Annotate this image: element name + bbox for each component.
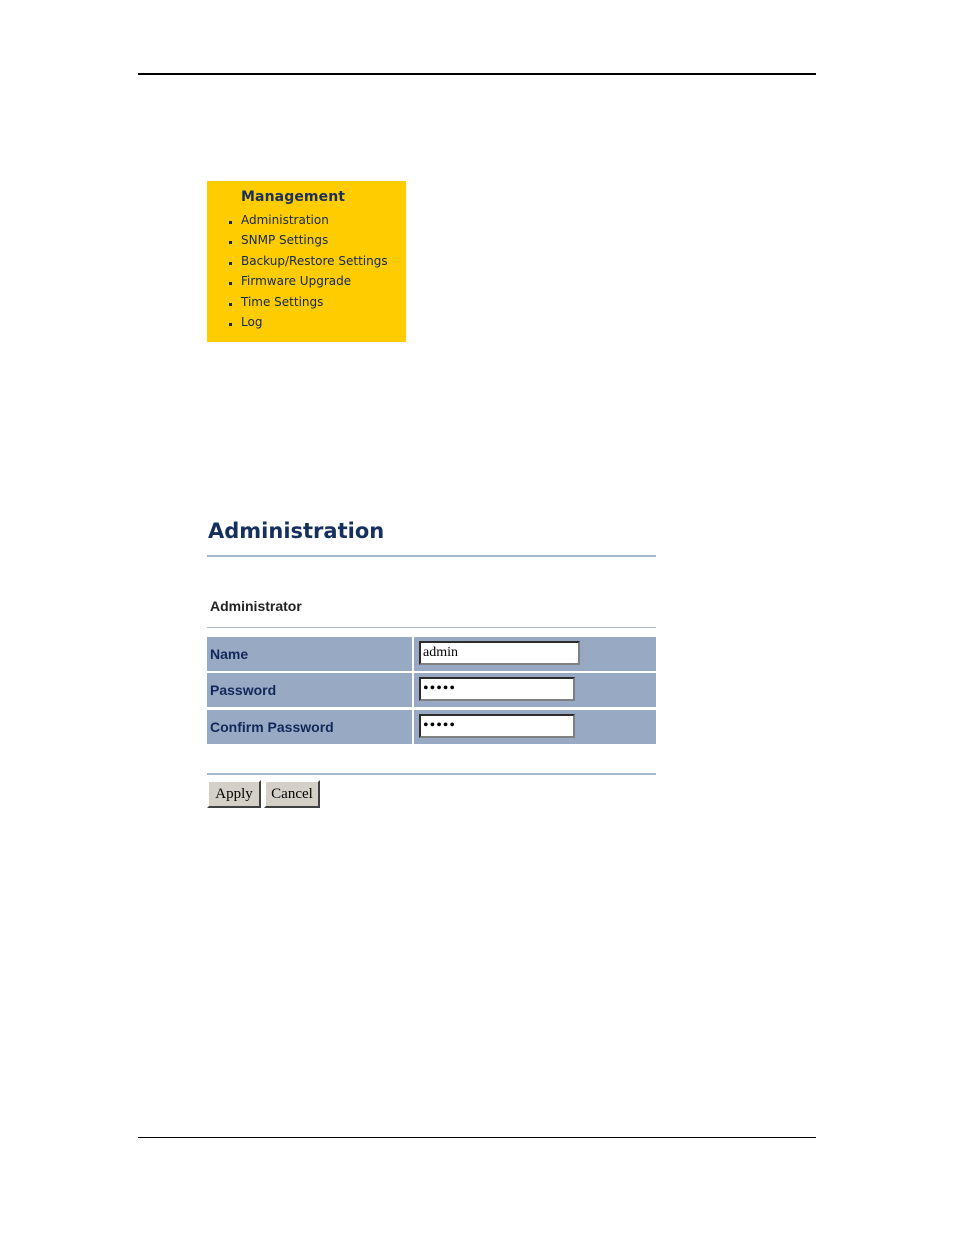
apply-button[interactable]: Apply (207, 780, 261, 808)
menu-item-administration[interactable] (229, 212, 388, 232)
name-label: Name (210, 646, 249, 662)
bullet-icon (229, 221, 232, 224)
bullet-icon (229, 241, 232, 244)
management-menu (207, 181, 406, 342)
management-menu-list (229, 212, 388, 334)
bullet-icon (229, 303, 232, 306)
menu-item-label: SNMP Settings (241, 233, 329, 248)
menu-item-label: Time Settings (241, 294, 324, 309)
menu-item-label: Firmware Upgrade (241, 274, 352, 289)
bullet-icon (229, 282, 232, 285)
menu-item-time-settings[interactable] (229, 294, 388, 314)
name-row (207, 637, 656, 671)
confirm-password-label: Confirm Password (210, 719, 334, 735)
section-divider (207, 627, 656, 628)
menu-item-label: Backup/Restore Settings (241, 253, 388, 268)
name-label-cell (207, 637, 414, 671)
section-label-administrator: Administrator (210, 598, 302, 614)
form-bottom-divider (207, 773, 656, 775)
password-label: Password (210, 682, 277, 698)
menu-item-firmware-upgrade[interactable] (229, 273, 388, 293)
menu-item-label: Administration (241, 213, 329, 227)
name-field[interactable] (419, 641, 580, 665)
confirm-password-label-cell (207, 710, 414, 744)
cancel-button[interactable]: Cancel (264, 780, 320, 808)
menu-item-backup-restore-settings[interactable] (229, 253, 388, 273)
password-label-cell (207, 673, 414, 707)
management-menu-title: Management (241, 189, 346, 205)
confirm-password-field[interactable] (419, 714, 575, 738)
title-divider (207, 555, 656, 557)
password-row (207, 673, 656, 707)
page-footer-rule (138, 1137, 816, 1138)
menu-item-log[interactable] (229, 314, 388, 334)
password-field[interactable] (419, 677, 575, 701)
page-header-rule (138, 73, 816, 75)
confirm-password-row (207, 710, 656, 744)
page-title: Administration (208, 519, 385, 543)
menu-item-label: Log (241, 314, 263, 329)
bullet-icon (229, 323, 232, 326)
menu-item-snmp-settings[interactable] (229, 232, 388, 252)
bullet-icon (229, 262, 232, 265)
